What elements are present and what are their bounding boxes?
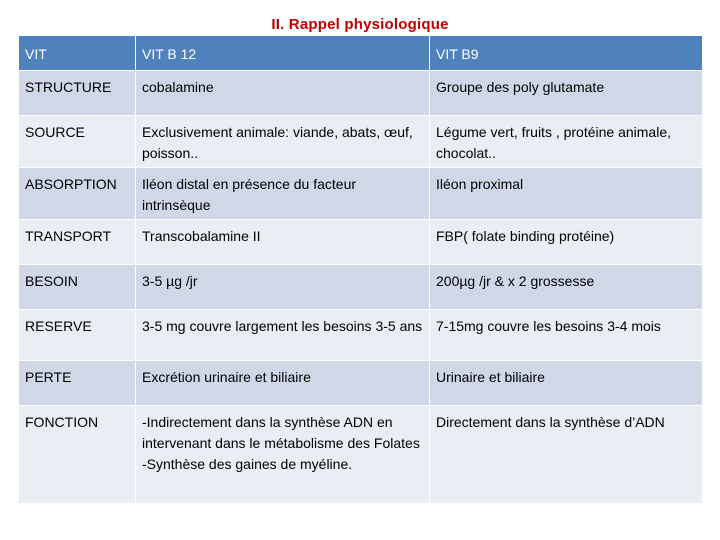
cell-b9: FBP( folate binding protéine) [430,220,703,265]
table-row-besoin [19,265,703,310]
cell-b9: 200µg /jr & x 2 grossesse [430,265,703,310]
table-header-row [19,36,703,71]
cell-b12: 3-5 µg /jr [136,265,430,310]
cell-b12: Iléon distal en présence du facteur intrinsèque [136,168,430,220]
cell-b12: Transcobalamine II [136,220,430,265]
row-label: SOURCE [19,116,136,168]
cell-b12: -Indirectement dans la synthèse ADN en intervenant dans le métabolisme des Folates -Synthèse des gaines de myéline. [136,406,430,504]
cell-b12: Exclusivement animale: viande, abats, œuf, poisson.. [136,116,430,168]
cell-b9: Directement dans la synthèse d’ADN [430,406,703,504]
cell-b12: Excrétion urinaire et biliaire [136,361,430,406]
table-row-fonction [19,406,703,504]
table-row-reserve [19,310,703,361]
table-row-transport [19,220,703,265]
header-vit-b9: VIT B9 [430,36,703,71]
row-label: ABSORPTION [19,168,136,220]
header-vit-b12: VIT B 12 [136,36,430,71]
table-row-structure [19,71,703,116]
cell-b9: Groupe des poly glutamate [430,71,703,116]
cell-b9: 7-15mg couvre les besoins 3-4 mois [430,310,703,361]
cell-b12: cobalamine [136,71,430,116]
cell-b9: Iléon proximal [430,168,703,220]
row-label: STRUCTURE [19,71,136,116]
cell-b9: Urinaire et biliaire [430,361,703,406]
row-label: RESERVE [19,310,136,361]
cell-b9: Légume vert, fruits , protéine animale, chocolat.. [430,116,703,168]
row-label: TRANSPORT [19,220,136,265]
header-vit: VIT [19,36,136,71]
table-row-perte [19,361,703,406]
row-label: BESOIN [19,265,136,310]
row-label: FONCTION [19,406,136,504]
vitamin-comparison-table [18,35,703,504]
table-row-source [19,116,703,168]
slide-title: II. Rappel physiologique [271,16,449,33]
table-row-absorption [19,168,703,220]
cell-b12: 3-5 mg couvre largement les besoins 3-5 ans [136,310,430,361]
row-label: PERTE [19,361,136,406]
